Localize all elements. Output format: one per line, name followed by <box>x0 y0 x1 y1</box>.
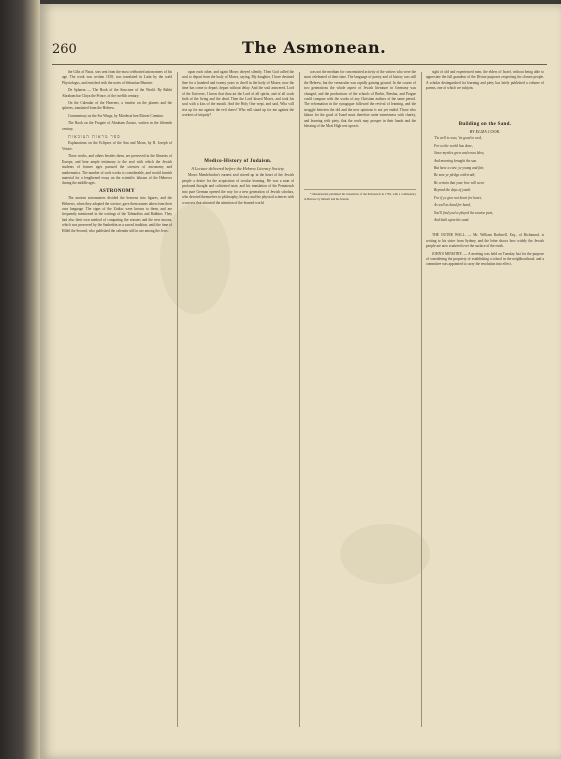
section-heading: ASTRONOMY <box>99 188 135 194</box>
column-paragraph: upon each other, and again Moses obeyed silently. Then God called the soul to depart from the body of Moses, saying, My daughter, I have destined thee for a hundred and twenty years to dwell in the body of Moses; now the time has come to depart, depart without delay. And the soul answered, Lord of the Universe, I know that thou art the Lord of all spirits, and of all souls both of the living and the dead. Then the Lord kissed Moses, and took his soul with a kiss of the mouth. And the Holy One wept, and said, Who will rise up for me against the evil doers? Who will stand up for me against the workers of iniquity? <box>182 70 294 118</box>
text-column-1 <box>62 70 172 730</box>
poem-line: 'Tis well to woo, 'tis good to wed, <box>434 136 482 141</box>
poem-line: Since myrtles grew and roses blew, <box>434 151 485 156</box>
column-divider <box>421 72 422 727</box>
hebrew-title: ספר מראות הצובאות <box>68 134 121 140</box>
poem-line: For if ye give not heart for heart, <box>434 195 482 200</box>
poem-line: And morning brought the sun. <box>434 158 478 163</box>
column-divider <box>177 72 178 727</box>
poem-author: BY ELIZA COOK. <box>469 129 501 135</box>
column-divider <box>299 72 300 727</box>
poem-line: As well as hand for hand, <box>434 203 471 208</box>
column-paragraph: was not the medium for concentrated activity of the writers who were the most celebrated of their time. The language of poetry and of history was still the Hebrew, but the vernacular was rapidly gaining ground. In the course of two generations the whole aspect of Jewish literature in Germany was changed, and the productions of the schools of Berlin, Breslau, and Prague could compare with the works of any Christian authors of the same period. The reformation in the synagogue followed the revival of learning, and the struggle between the old and the new opinions is not yet ended. Those who labour for the good of Israel must therefore unite earnestness with charity, and learning with piety, that the work may prosper in their hands and the blessing of the Most High rest upon it. <box>304 70 416 129</box>
masthead-title: The Asmonean. <box>242 38 387 57</box>
poem-line: Beyond the days of youth. <box>434 188 472 193</box>
news-notice: JOHN'S MINISTRY. — A meeting was held on Tuesday last for the purpose of considering the propriety of establishing a school in the neighbourhood, and a committee was appointed to carry the resolution into effect. <box>426 251 544 267</box>
poem-line: And built upon the sand. <box>434 217 470 222</box>
text-column-4 <box>426 70 544 730</box>
text-column-3 <box>304 70 416 730</box>
poem-line: But have a care, ye young and fair, <box>434 166 485 171</box>
page-header <box>52 38 547 65</box>
bibliography-entry: The Book on the Frogate of Abraham Zacuto, written in the fifteenth century. <box>62 121 172 131</box>
news-notice: THE OUTER WALL. — Mr. William Rothwell, Esq., of Richmond, is writing to his sister from Sydney, and the letter shows how widely the Jewish people are now scattered over the surface of the earth. <box>426 233 544 249</box>
column-paragraph: the Gilts of Nassi, was sent from the most celebrated astronomers of his age. The work was written 1158, was translated in Latin by the wald Physiologus, and enriched with the notes of Sebastian Munster. <box>62 70 172 85</box>
bibliography-entry: On the Calendar of the Heavens, a treatise on the planets and the spheres, translated from the Hebrew. <box>62 101 172 111</box>
bibliography-entry: Commentary on the Six Wings, by Mordecai ben Eliezer Comtino. <box>68 113 164 118</box>
column-paragraph: Moses Mendelssohn's earnest zeal stirred up in the heart of the Jewish people a desire for the acquisition of secular learning. He was a man of profound thought and cultivated taste, and his translation of the Pentateuch into pure German opened the way for a new generation of Jewish scholars, who devoted themselves to philosophy, history and the physical sciences with a success that attracted the attention of the learned world. <box>182 173 294 205</box>
poem-title: Building on the Sand. <box>458 121 512 127</box>
book-gutter <box>0 0 40 759</box>
column-paragraph: sight of old and experienced men, the elders of Israel, without being able to appreciate the full grandeur of the Divine purposes respecting his chosen people. A scholar distinguished for learning and piety has lately published a volume of poems, one of which we subjoin. <box>426 70 544 91</box>
column-paragraph: The ancient astronomers divided the heavens into figures, and the Hebrews, when they adopted the science, gave them names taken from their own language. The signs of the Zodiac were known to them, and are frequently mentioned in the writings of the Talmudists and Rabbins. They had also their own method of computing the seasons and the new moons, which was preserved by the Sanhedrin as a sacred tradition, until the time of Hillel the Second, who published the calendar still in use among the Jews. <box>62 196 172 233</box>
bibliography-entry: De Sphaera — The Book of the Structure of the World. By Rabbi Abraham bar Chiya the Prince, of the twelfth century. <box>62 88 172 98</box>
poem-line: For so the world has done, <box>434 143 473 148</box>
page-number: 260 <box>52 42 77 57</box>
bibliography-entry: Explanations on the Eclipses of the Sun and Moon, by R. Joseph of Venice. <box>62 141 172 151</box>
article-subheading: A Lecture delivered before the Hebrew Literary Society. <box>191 166 285 172</box>
text-column-2 <box>182 70 294 730</box>
footnote: * Mendelssohn published his translation of the Pentateuch in 1783, with a commentary in Hebrew by himself and his friends. <box>304 189 416 200</box>
poem-line: Be sure ye pledge with truth; <box>434 173 476 178</box>
poem-line: You'll find you've played the unwise part, <box>434 210 493 215</box>
poem-line: Be certain that your love will wear <box>434 180 485 185</box>
column-paragraph: These works, and others besides them, are preserved in the libraries of Europe, and bear ample testimony to the zeal with which the Jewish students of former ages pursued the sciences of astronomy and mathematics. The number of such works is considerable, and would furnish material for a lengthened essay on the scientific labours of the Hebrews during the middle ages. <box>62 154 172 186</box>
article-heading: Medico-History of Judaism. <box>204 158 272 164</box>
